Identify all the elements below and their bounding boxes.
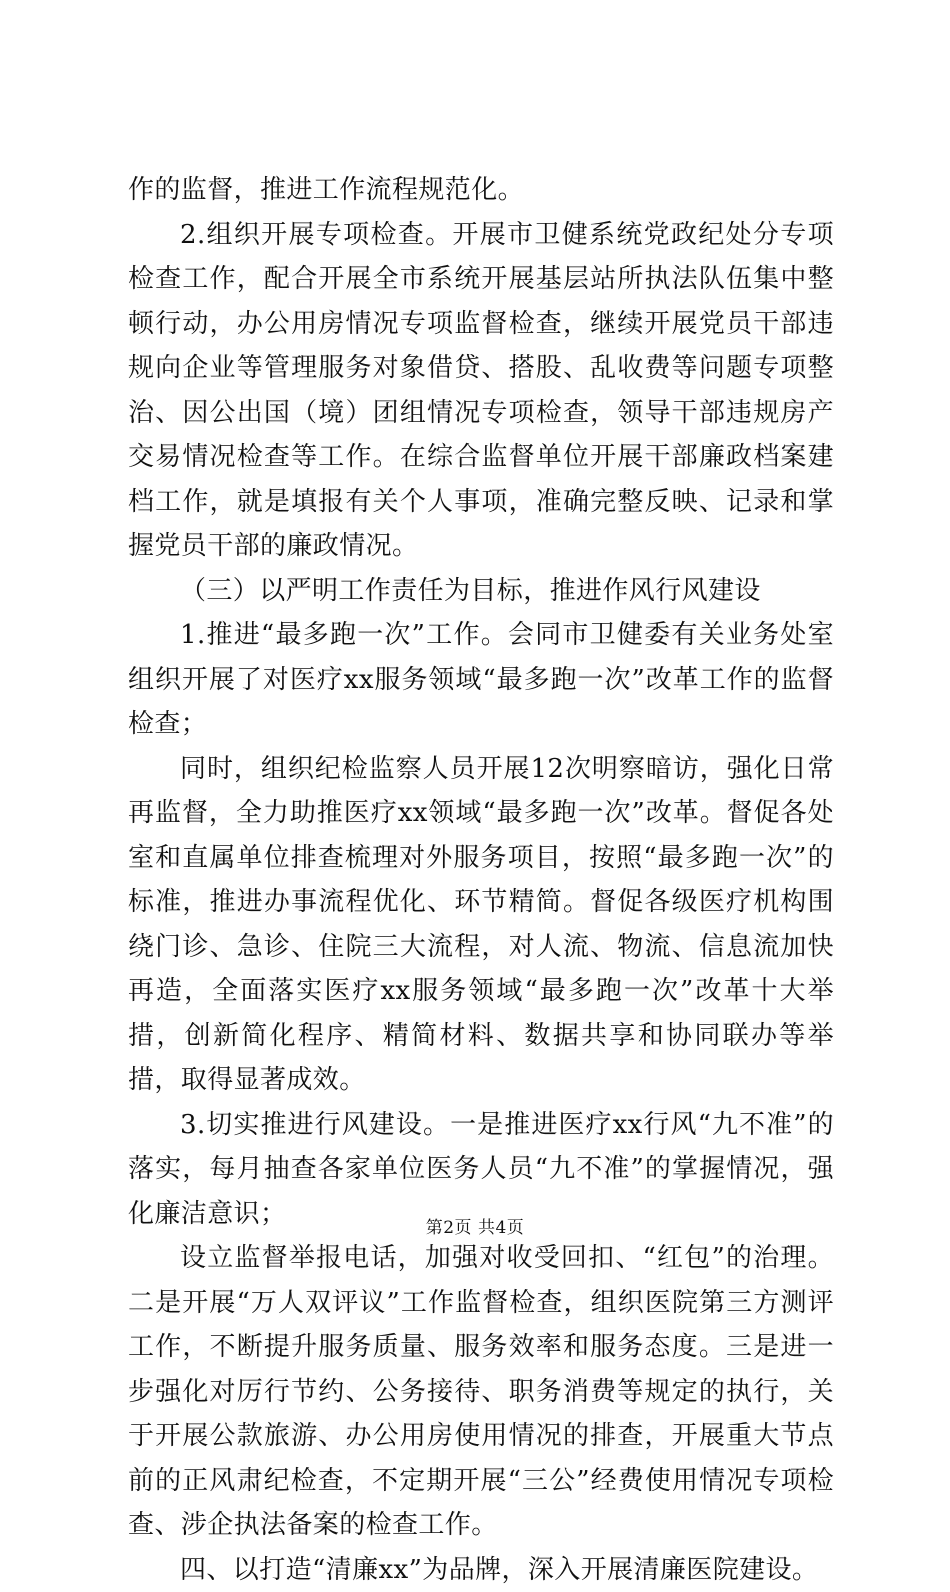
paragraph-unannounced-visits: 同时，组织纪检监察人员开展12次明察暗访，强化日常再监督，全力助推医疗xx领域“最多跑一次”改革。督促各处室和直属单位排查梳理对外服务项目，按照“最多跑一次”的标准，推进办事流程优化、环节精简。督促各级医疗机构围绕门诊、急诊、住院三大流程，对人流、物流、信息流加快再造，全面落实医疗xx服务领域“最多跑一次”改革十大举措，创新简化程序、精简材料、数据共享和协同联办等举措，取得显著成效。 <box>128 747 834 1103</box>
paragraph-run-once-work: 1.推进“最多跑一次”工作。会同市卫健委有关业务处室组织开展了对医疗xx服务领域“最多跑一次”改革工作的监督检查； <box>128 613 834 747</box>
paragraph-report-hotline: 设立监督举报电话，加强对收受回扣、“红包”的治理。二是开展“万人双评议”工作监督检查，组织医院第三方测评工作，不断提升服务质量、服务效率和服务态度。三是进一步强化对厉行节约、公务接待、职务消费等规定的执行，关于开展公款旅游、办公用房使用情况的排查，开展重大节点前的正风肃纪检查，不定期开展“三公”经费使用情况专项检查、涉企执法备案的检查工作。 <box>128 1236 834 1548</box>
paragraph-special-inspection: 2.组织开展专项检查。开展市卫健系统党政纪处分专项检查工作，配合开展全市系统开展基层站所执法队伍集中整顿行动，办公用房情况专项监督检查，继续开展党员干部违规向企业等管理服务对象借贷、搭股、乱收费等问题专项整治、因公出国（境）团组情况专项检查，领导干部违规房产交易情况检查等工作。在综合监督单位开展干部廉政档案建档工作，就是填报有关个人事项，准确完整反映、记录和掌握党员干部的廉政情况。 <box>128 213 834 569</box>
section-heading-style-building: （三）以严明工作责任为目标，推进作风行风建设 <box>128 569 834 614</box>
paragraph-continuation: 作的监督，推进工作流程规范化。 <box>128 168 834 213</box>
section-heading-clean-hospital: 四、以打造“清廉xx”为品牌，深入开展清廉医院建设。 <box>128 1548 834 1592</box>
document-body <box>128 168 834 1592</box>
page-number-footer: 第2页 共4页 <box>0 1213 950 1238</box>
paragraph-industry-style: 3.切实推进行风建设。一是推进医疗xx行风“九不准”的落实，每月抽查各家单位医务人员“九不准”的掌握情况，强化廉洁意识； <box>128 1103 834 1237</box>
